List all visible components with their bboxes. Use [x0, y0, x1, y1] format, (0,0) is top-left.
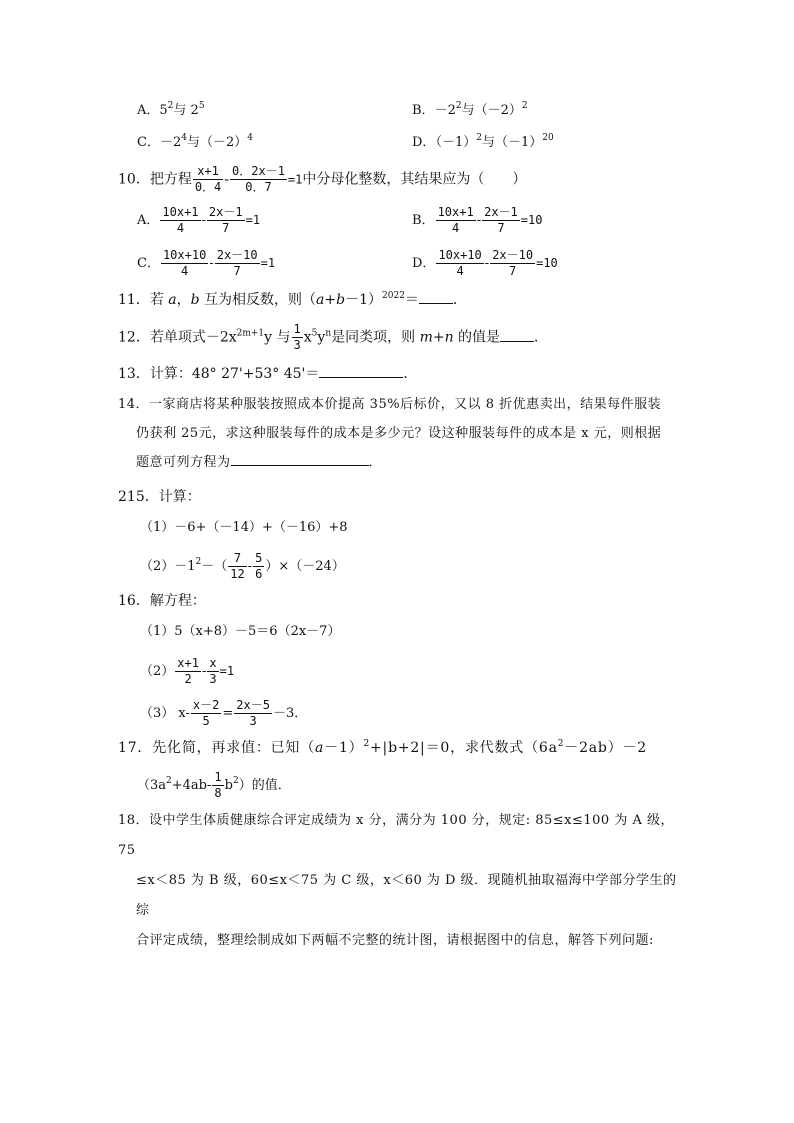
- exponent: 2: [476, 133, 482, 143]
- fraction: [482, 205, 520, 236]
- fraction: [228, 551, 246, 582]
- fraction: [253, 551, 264, 582]
- q16-sub2: [140, 656, 234, 687]
- numerator: 2x－10: [216, 248, 258, 262]
- exponent: 2: [363, 739, 371, 749]
- question-text: 13．计算：48° 27'+53° 45'＝: [118, 366, 320, 382]
- question-text: 合评定成绩，整理绘制成如下两幅不完整的统计图，请根据图中的信息，解答下列问题:: [136, 933, 654, 948]
- term: 5: [159, 103, 168, 118]
- operator: -: [209, 256, 214, 271]
- question-text: 14．一家商店将某种服装按照成本价提高 35%后标价，又以 8 折优惠卖出，结果每件服装: [118, 397, 662, 412]
- expression: －（: [201, 559, 228, 574]
- rhs: =1: [260, 256, 276, 270]
- question-text: y 与: [264, 329, 291, 346]
- numerator: x: [209, 656, 217, 670]
- fraction: [175, 656, 201, 687]
- question-text: －2ab）－2: [564, 740, 648, 756]
- operator: =: [222, 706, 234, 721]
- q9-option-c: [137, 133, 253, 153]
- denominator: 0．7: [245, 180, 272, 194]
- connector: 与: [173, 103, 191, 118]
- numerator: 10x+10: [162, 248, 207, 262]
- fraction: [191, 698, 221, 729]
- answer-blank[interactable]: [231, 451, 369, 466]
- fraction: [161, 248, 208, 279]
- fraction: [490, 248, 535, 279]
- exponent: 4: [247, 133, 253, 143]
- exponent: 2: [195, 557, 202, 567]
- expression: （2）－1: [140, 559, 196, 574]
- q9-option-a: [137, 101, 205, 121]
- exponent: 2022: [382, 291, 405, 301]
- q15-sub1: （1）－6+（－14）+（－16）+8: [140, 520, 348, 535]
- q9-option-b: [412, 101, 528, 121]
- punctuation: ．: [368, 455, 383, 470]
- variable: a: [315, 740, 325, 756]
- numerator: x+1: [193, 164, 223, 180]
- exponent: n: [325, 328, 332, 339]
- question-line: [118, 448, 678, 477]
- rhs: =1: [245, 213, 261, 227]
- term: 2: [190, 103, 199, 118]
- denominator: 3: [249, 714, 257, 728]
- exponent: 4: [181, 133, 187, 143]
- q10-option-b: [412, 205, 542, 236]
- question-text: y: [317, 329, 326, 346]
- numerator: 2x－10: [492, 248, 534, 262]
- numerator: x－2: [192, 698, 220, 712]
- q11: [118, 289, 467, 310]
- operator: -: [484, 256, 490, 271]
- question-text: x: [303, 329, 312, 346]
- denominator: 7: [222, 221, 230, 235]
- denominator: 4: [452, 221, 460, 235]
- operator: -: [207, 778, 212, 793]
- question-text: 18．设中学生体质健康综合评定成绩为 x 分，满分为 100 分，规定: 85≤x≤100 为 A 级，75: [118, 813, 674, 858]
- question-text: －1）: [345, 292, 383, 308]
- fraction: [207, 205, 245, 236]
- denominator: 12: [230, 567, 245, 581]
- question-text: ≤x＜85 为 B 级，60≤x＜75 为 C 级，x＜60 为 D 级．现随机抽取福海中学部分学生的综: [136, 873, 677, 918]
- numerator: 2x－1: [208, 205, 243, 219]
- operator: -: [224, 171, 230, 188]
- denominator: 0．4: [194, 180, 222, 194]
- option-label: A．: [137, 213, 160, 228]
- operator: -: [201, 213, 206, 228]
- expression: +4ab: [171, 778, 208, 793]
- numerator: 1: [293, 322, 301, 336]
- denominator: 7: [509, 264, 517, 278]
- question-text: 仍获利 25元，求这种服装每件的成本是多少元？设这种服装每件的成本是 x 元，则根据: [136, 426, 662, 441]
- exponent: 2: [455, 101, 462, 111]
- operator: -: [247, 559, 253, 574]
- q16-sub3: [140, 698, 307, 729]
- q17-line1: [118, 738, 647, 758]
- denominator: 7: [233, 264, 241, 278]
- connector: 与（－1）: [481, 135, 543, 150]
- question-text: +|b+2|＝0，求代数式（6a: [370, 740, 558, 756]
- sub-number: （3） x-: [140, 706, 190, 721]
- answer-blank[interactable]: [319, 363, 403, 378]
- answer-blank[interactable]: [500, 327, 534, 342]
- option-label: B．: [412, 103, 435, 118]
- fraction: [160, 205, 200, 236]
- numerator: x+1: [177, 656, 199, 670]
- denominator: 8: [214, 786, 222, 800]
- operator: -: [476, 213, 482, 228]
- fraction: [215, 248, 260, 279]
- rhs: =1: [219, 664, 235, 678]
- rhs: =10: [536, 256, 558, 270]
- q18: [118, 806, 688, 956]
- denominator: 3: [209, 672, 217, 686]
- question-text: 是同类项，则: [331, 329, 420, 346]
- punctuation: ．: [534, 329, 549, 346]
- operator: -: [201, 664, 207, 679]
- question-text: 12．若单项式－2x: [118, 329, 237, 346]
- numerator: 7: [228, 551, 246, 567]
- denominator: 7: [497, 221, 505, 235]
- numerator: 0．2x－1: [232, 164, 285, 178]
- question-text: 中分母化整数，其结果应为（ ）: [302, 171, 527, 188]
- fraction: [193, 164, 223, 195]
- question-text: 17．先化简，再求值：已知（: [118, 740, 316, 756]
- q10-stem: [118, 164, 526, 195]
- denominator: 6: [255, 567, 263, 581]
- denominator: 2: [184, 672, 192, 686]
- option-label: C．: [137, 135, 160, 150]
- expression: －3．: [272, 706, 308, 721]
- numerator: 10x+10: [438, 248, 482, 262]
- question-text: 10．把方程: [118, 171, 192, 188]
- exponent: 2m+1: [236, 328, 265, 339]
- q10-option-a: [137, 205, 260, 236]
- punctuation: ．: [403, 366, 418, 382]
- variable: a: [168, 292, 177, 308]
- q15-sub2: [140, 551, 345, 582]
- connector: 与（－2）: [461, 103, 522, 118]
- term: －2: [434, 103, 456, 118]
- exponent: 2: [232, 776, 239, 786]
- answer-blank[interactable]: [419, 289, 453, 304]
- expression: ）的值．: [238, 778, 291, 793]
- option-label: D．: [412, 256, 436, 271]
- sub-number: （2）: [140, 664, 175, 679]
- fraction: [230, 164, 287, 195]
- fraction: [207, 656, 218, 687]
- question-text: 的值是: [453, 329, 501, 346]
- expression: b: [224, 778, 233, 793]
- q16-title: 16．解方程：: [118, 593, 206, 609]
- exponent: 2: [521, 101, 528, 111]
- question-text: 11．若: [118, 292, 169, 308]
- exponent: 20: [542, 133, 554, 143]
- q13: [118, 363, 417, 384]
- expression: ）×（－24）: [265, 559, 345, 574]
- numerator: 2x－5: [236, 698, 270, 712]
- denominator: 5: [202, 714, 210, 728]
- q16-sub1: （1）5（x+8）－5＝6（2x－7）: [140, 624, 341, 639]
- fraction: [234, 698, 272, 729]
- punctuation: ．: [452, 292, 467, 308]
- denominator: 4: [456, 264, 464, 278]
- q15-title: 215．计算：: [118, 489, 201, 505]
- numerator: 10x+1: [437, 205, 474, 219]
- fraction: [436, 205, 476, 236]
- expression: （3a: [137, 778, 167, 793]
- question-text: ＝: [404, 292, 419, 308]
- denominator: 3: [293, 338, 301, 352]
- option-label: D．: [412, 135, 436, 150]
- numerator: 5: [255, 551, 263, 565]
- denominator: 4: [181, 264, 189, 278]
- denominator: 4: [176, 221, 185, 235]
- exponent: 5: [198, 101, 205, 111]
- exponent: 5: [311, 328, 318, 339]
- expression: m+n: [419, 329, 454, 346]
- term: （－1）: [435, 135, 477, 150]
- q17-line2: [137, 770, 291, 801]
- exponent: 2: [557, 739, 565, 749]
- term: －2: [159, 135, 182, 150]
- numerator: 10x+1: [162, 205, 199, 219]
- option-label: A．: [137, 103, 160, 118]
- exponent: 2: [166, 776, 172, 786]
- expression: a+b: [316, 292, 346, 308]
- fraction: [292, 322, 303, 353]
- question-text: ，: [176, 292, 191, 308]
- q12: [118, 322, 548, 353]
- numerator: 2x－1: [484, 205, 518, 219]
- exponent: 2: [167, 101, 174, 111]
- q9-option-d: [412, 133, 554, 153]
- rhs: =1: [287, 172, 303, 187]
- q14: [118, 390, 678, 477]
- numerator: 1: [214, 770, 222, 784]
- q10-option-d: [412, 248, 558, 279]
- rhs: =10: [520, 213, 543, 227]
- question-text: －1）: [324, 740, 364, 756]
- option-label: C．: [137, 256, 160, 271]
- question-text: 互为相反数，则（: [199, 292, 317, 308]
- q10-option-c: [137, 248, 275, 279]
- question-text: 题意可列方程为: [136, 455, 231, 470]
- option-label: B．: [412, 213, 435, 228]
- fraction: [436, 248, 483, 279]
- connector: 与（－2）: [186, 135, 248, 150]
- fraction: [212, 770, 223, 801]
- variable: b: [190, 292, 200, 308]
